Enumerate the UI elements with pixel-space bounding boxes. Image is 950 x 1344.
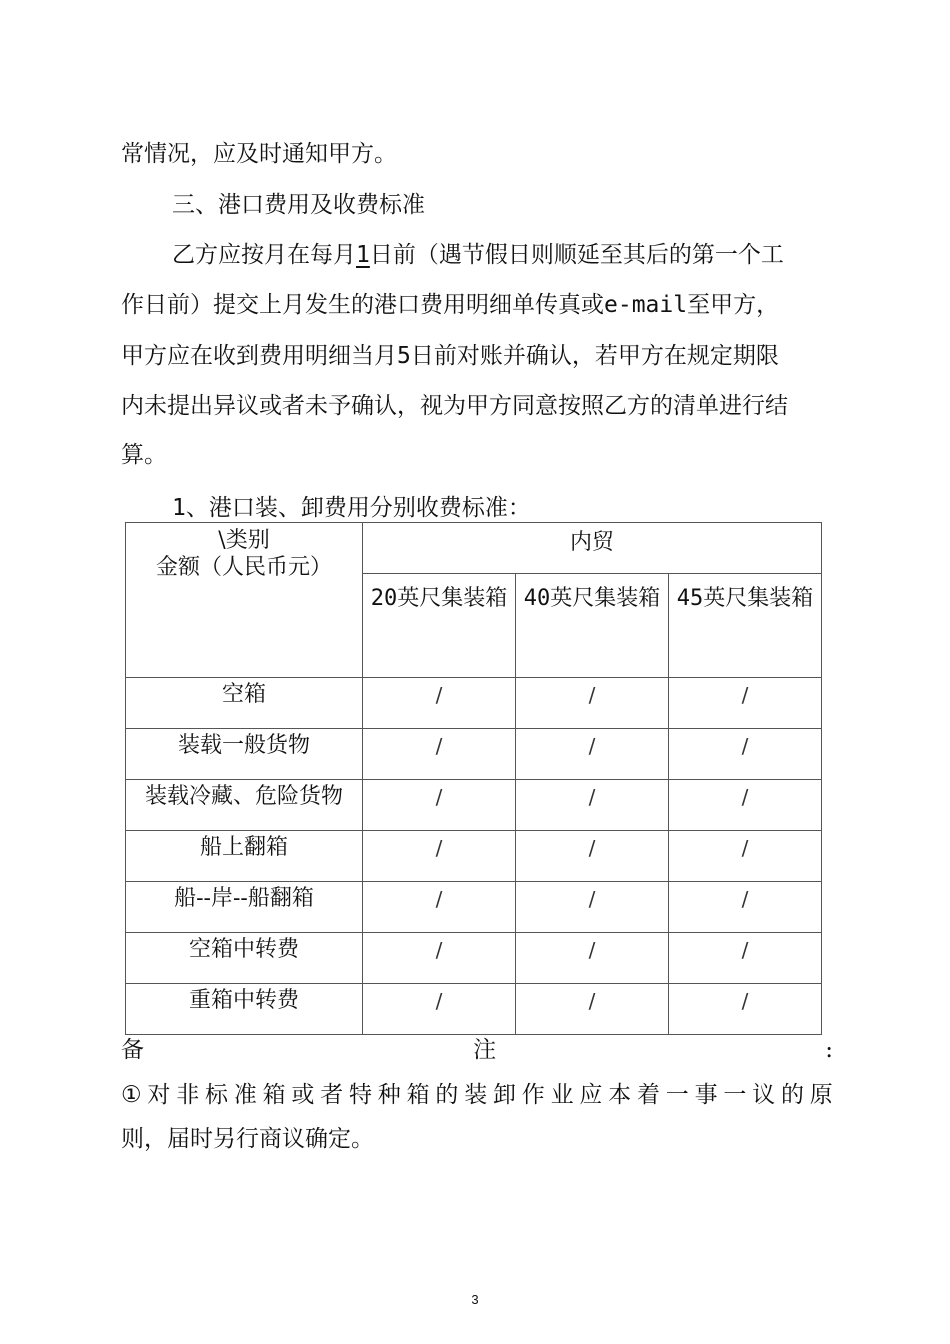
remark-note-char: 箱 [406, 1082, 430, 1108]
paragraph-text: 乙方应按月在每月 [172, 242, 356, 268]
paragraph-line: 常情况，应及时通知甲方。 [121, 141, 397, 167]
remark-note-char: 标 [205, 1082, 229, 1108]
header-col-40ft [516, 573, 669, 677]
table-header-row [126, 523, 822, 574]
remark-note-char: 或 [291, 1082, 315, 1108]
col-label: 英尺集装箱 [703, 585, 814, 611]
row-label: 重箱中转费 [126, 984, 363, 1035]
section-title: 三、港口费用及收费标准 [172, 192, 425, 218]
table-cell: / [669, 882, 822, 933]
remark-note-char: 原 [809, 1082, 833, 1108]
paragraph-text: 日前（遇节假日则顺延至其后的第一个工 [369, 242, 784, 268]
row-label: 装载冷藏、危险货物 [126, 780, 363, 831]
remark-note-char: 卸 [492, 1082, 516, 1108]
remark-note-line [121, 1080, 833, 1110]
table-cell: / [669, 933, 822, 984]
header-category: \类别 [218, 528, 270, 553]
row-label: 船上翻箱 [126, 831, 363, 882]
paragraph-line [172, 240, 784, 270]
table-row [126, 882, 822, 933]
table-row [126, 780, 822, 831]
table-cell: / [669, 780, 822, 831]
table-cell: / [363, 729, 516, 780]
remark-note-char: ① [121, 1082, 142, 1108]
col-size: 20 [370, 585, 398, 611]
remark-note-char: 着 [636, 1082, 660, 1108]
table-cell: / [669, 984, 822, 1035]
subsection-title [172, 493, 531, 523]
table-cell: / [516, 780, 669, 831]
col-label: 英尺集装箱 [550, 585, 661, 611]
table-cell: / [669, 729, 822, 780]
remark-note-char: 的 [780, 1082, 804, 1108]
paragraph-text: 甲方应在收到费用明细当月 [121, 343, 397, 369]
remark-label: 注 [473, 1037, 497, 1063]
subsection-text: 、港口装、卸费用分别收费标准： [185, 495, 531, 521]
remark-note-char: 装 [464, 1082, 488, 1108]
remark-note-char: 议 [752, 1082, 776, 1108]
table-row [126, 729, 822, 780]
remark-label: 备 [121, 1037, 144, 1063]
table-cell: / [669, 678, 822, 729]
row-label: 空箱中转费 [126, 933, 363, 984]
table-cell: / [363, 882, 516, 933]
table-cell: / [516, 984, 669, 1035]
remark-note-char: 作 [521, 1082, 545, 1108]
table-cell: / [516, 882, 669, 933]
table-cell: / [363, 780, 516, 831]
col-size: 45 [676, 585, 704, 611]
paragraph-text: 至甲方， [687, 292, 780, 318]
table-cell: / [363, 933, 516, 984]
table-cell: / [363, 678, 516, 729]
table-row [126, 984, 822, 1035]
table-cell: / [516, 678, 669, 729]
table-cell: / [516, 933, 669, 984]
remark-note-char: 一 [723, 1082, 747, 1108]
paragraph-text: 作日前）提交上月发生的港口费用明细单传真或 [121, 292, 604, 318]
remark-note-char: 特 [349, 1082, 372, 1108]
paragraph-line: 内未提出异议或者未予确认，视为甲方同意按照乙方的清单进行结 [121, 393, 788, 419]
page-number: 3 [471, 1292, 479, 1307]
remark-note-char: 对 [147, 1082, 171, 1108]
remark-note-char: 准 [233, 1082, 257, 1108]
table-row [126, 933, 822, 984]
remark-note-char: 箱 [262, 1082, 286, 1108]
table-cell: / [669, 831, 822, 882]
table-cell: / [516, 729, 669, 780]
col-size: 40 [523, 585, 551, 611]
paragraph-line: 算。 [121, 442, 167, 468]
remark-note-char: 种 [377, 1082, 401, 1108]
remark-note-char: 者 [320, 1082, 344, 1108]
header-domestic: 内贸 [363, 523, 822, 574]
header-category-cell [126, 523, 363, 678]
header-col-45ft [669, 573, 822, 677]
paragraph-line [121, 341, 779, 371]
subsection-number: 1 [172, 495, 186, 521]
email-term: e-mail [604, 292, 688, 318]
remark-note-char: 事 [694, 1082, 718, 1108]
row-label: 船--岸--船翻箱 [126, 882, 363, 933]
remark-note-char: 一 [665, 1082, 689, 1108]
remark-note-char: 的 [435, 1082, 459, 1108]
paragraph-line [121, 290, 779, 320]
row-label: 装载一般货物 [126, 729, 363, 780]
table-cell: / [363, 831, 516, 882]
paragraph-text: 日前对账并确认，若甲方在规定期限 [410, 343, 779, 369]
remark-note-char: 应 [579, 1082, 603, 1108]
billing-day: 1 [356, 242, 370, 268]
table-row [126, 678, 822, 729]
table-cell: / [516, 831, 669, 882]
row-label: 空箱 [126, 678, 363, 729]
table-row [126, 831, 822, 882]
remark-label: : [825, 1037, 833, 1063]
remark-heading [121, 1035, 833, 1065]
remark-note-line: 则，届时另行商议确定。 [121, 1126, 374, 1152]
header-col-20ft [363, 573, 516, 677]
confirm-day: 5 [397, 343, 411, 369]
col-label: 英尺集装箱 [397, 585, 508, 611]
remark-note-char: 本 [608, 1082, 632, 1108]
header-amount: 金额（人民币元） [155, 555, 332, 580]
remark-note-char: 非 [176, 1082, 200, 1108]
fee-table [125, 522, 822, 1035]
table-cell: / [363, 984, 516, 1035]
remark-note-char: 业 [550, 1082, 574, 1108]
